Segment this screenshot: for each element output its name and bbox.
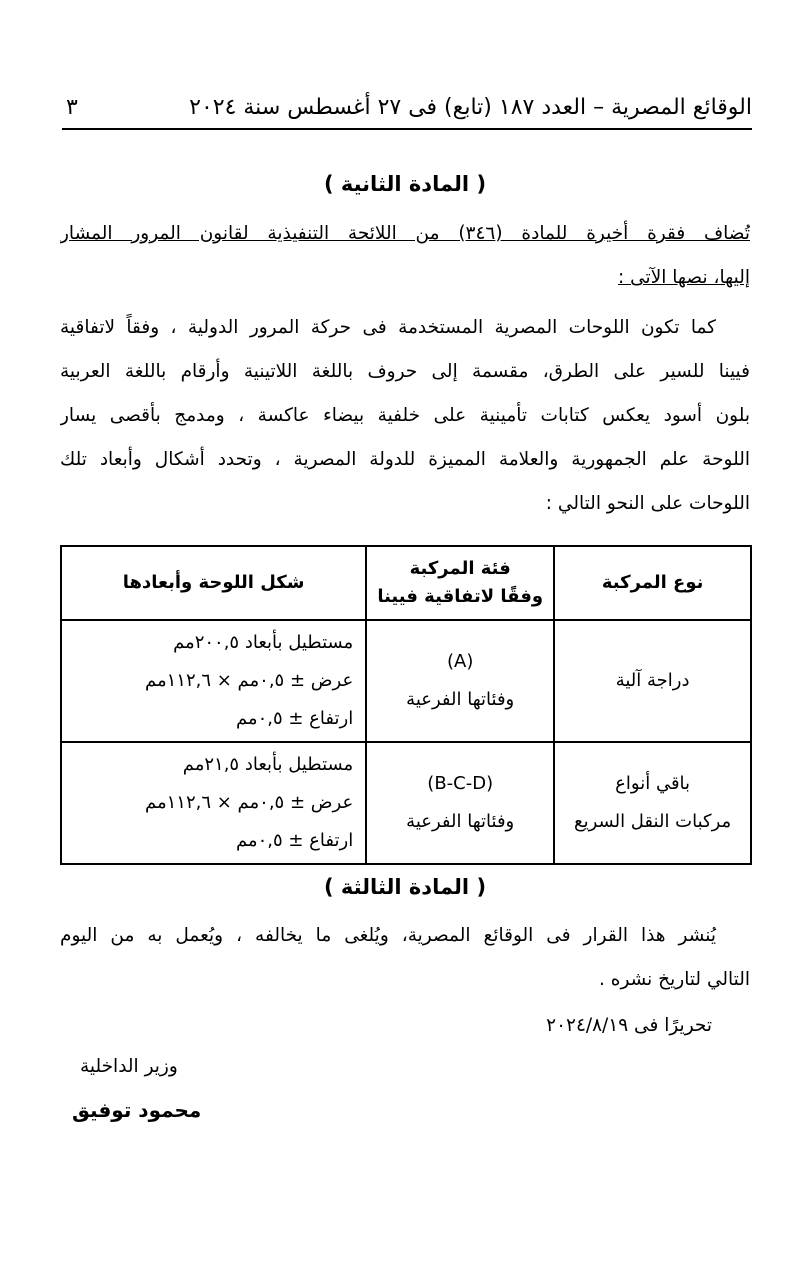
cell-category [366, 742, 554, 864]
vehicle-type-line: دراجة آلية [615, 670, 690, 691]
vehicle-type-line-1: باقي أنواع [615, 773, 691, 794]
cell-category [366, 620, 554, 742]
minister-title: وزير الداخلية [80, 1056, 178, 1077]
cell-plate-shape [61, 742, 366, 864]
body-line-3: بلون أسود يعكس كتابات تأمينية على خلفية بيضاء عاكسة ، ومدمج بأقصى يسار [60, 405, 750, 426]
gazette-issue-title: الوقائع المصرية – العدد ١٨٧ (تابع) فى ٢٧ أغسطس سنة ٢٠٢٤ [189, 95, 752, 120]
plates-table [60, 545, 752, 865]
body-line-4: اللوحة علم الجمهورية والعلامة المميزة للدولة المصرية ، وتحدد أشكال وأبعاد تلك [60, 449, 750, 470]
article-2-title: ( المادة الثانية ) [323, 172, 487, 196]
table-row [61, 742, 751, 864]
intro-line-1: تُضاف فقرة أخيرة للمادة (٣٤٦) من اللائحة التنفيذية لقانون المرور المشار [60, 223, 750, 244]
article-3-title: ( المادة الثالثة ) [323, 875, 487, 899]
header-category-line-2: وفقًا لاتفاقية فيينا [377, 586, 544, 607]
category-code: (A) [447, 651, 474, 672]
body-line-5: اللوحات على النحو التالي : [545, 493, 750, 514]
intro-line-2: إليها، نصها الآتى : [618, 267, 750, 288]
body-line-1: كما تكون اللوحات المصرية المستخدمة فى حركة المرور الدولية ، وفقاً لاتفاقية [60, 317, 716, 338]
table-header-row [61, 546, 751, 620]
shape-line-3: ارتفاع ± ٠,٥مم [235, 708, 354, 729]
shape-line-1: مستطيل بأبعاد ٢٠٠,٥مم [173, 632, 354, 653]
body-line-2: فيينا للسير على الطرق، مقسمة إلى حروف باللغة اللاتينية وأرقام باللغة العربية [60, 361, 750, 382]
category-sub: وفئاتها الفرعية [406, 689, 515, 710]
header-category-line-1: فئة المركبة [409, 558, 511, 579]
shape-line-2: عرض ± ٠,٥مم × ١١٢,٦مم [144, 670, 354, 691]
page-header [62, 88, 752, 130]
page-number: ٣ [66, 95, 78, 120]
article-3-body [60, 914, 750, 1002]
table-row [61, 620, 751, 742]
header-category [366, 546, 554, 620]
shape-line-3: ارتفاع ± ٠,٥مم [235, 830, 354, 851]
header-vehicle-type: نوع المركبة [554, 546, 751, 620]
shape-line-1: مستطيل بأبعاد ٢١,٥مم [182, 754, 354, 775]
category-code: (B-C-D) [427, 773, 494, 794]
cell-plate-shape [61, 620, 366, 742]
issue-date: تحريرًا فى ٢٠٢٤/٨/١٩ [546, 1015, 712, 1036]
minister-name: محمود توفيق [72, 1098, 202, 1122]
cell-vehicle-type [554, 742, 751, 864]
article-2-intro [60, 212, 750, 300]
vehicle-type-line-2: مركبات النقل السريع [574, 811, 732, 832]
cell-vehicle-type [554, 620, 751, 742]
category-sub: وفئاتها الفرعية [406, 811, 515, 832]
header-plate-shape: شكل اللوحة وأبعادها [61, 546, 366, 620]
article-2-body [60, 306, 750, 526]
shape-line-2: عرض ± ٠,٥مم × ١١٢,٦مم [144, 792, 354, 813]
article-3-line-1: يُنشر هذا القرار فى الوقائع المصرية، ويُلغى ما يخالفه ، ويُعمل به من اليوم [60, 925, 716, 946]
article-3-line-2: التالي لتاريخ نشره . [598, 969, 750, 990]
